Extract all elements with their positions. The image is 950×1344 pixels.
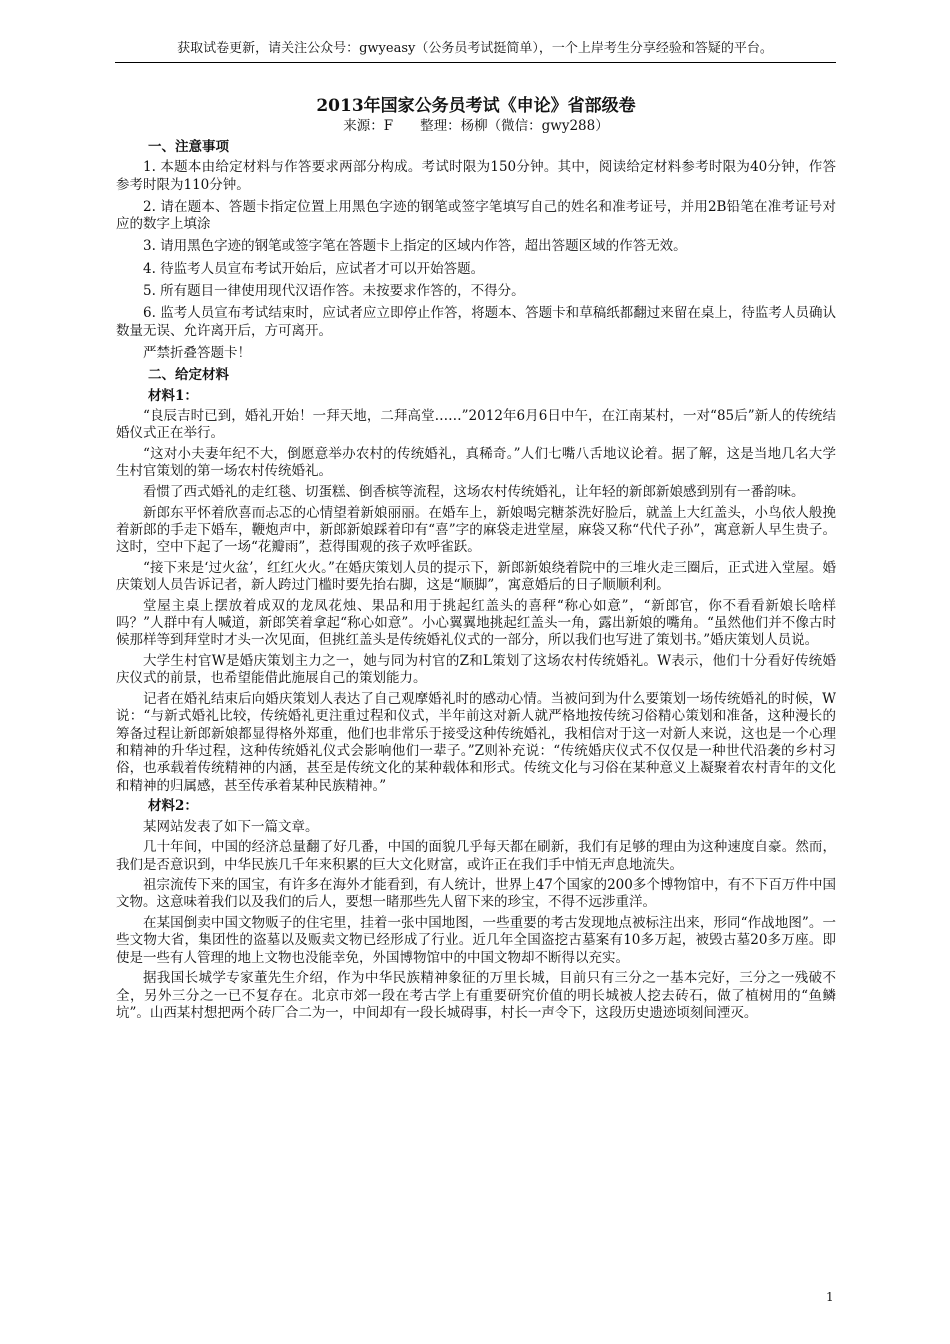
material-1-paragraph: 记者在婚礼结束后向婚庆策划人表达了自己观摩婚礼时的感动心情。当被问到为什么要策划一场传统婚礼的时候，W说：“与新式婚礼比较，传统婚礼更注重过程和仪式，半年前这对新人就严格地按传统习俗精心策划和准备，这种漫长的筹备过程让新郎新娘都显得格外郑重，他们也非常乐于接受这种传统婚礼，我相信对于这一对新人来说，这也是一个心理和精神的升华过程，这种传统婚礼仪式会影响他们一辈子。”Z则补充说：“传统婚庆仪式不仅仅是一种世代沿袭的乡村习俗，也承载着传统精神的内涵，甚至是传统文化的某种载体和形式。传统文化与习俗在某种意义上凝聚着农村青年的文化和精神的归属感，甚至传承着某种民族精神。” — [116, 691, 836, 794]
material-1-paragraph: 堂屋主桌上摆放着成双的龙凤花烛、果品和用于挑起红盖头的喜秤“称心如意”，“新郎官，你不看看新娘长啥样吗？”人群中有人喊道，新郎笑着拿起“称心如意”。小心翼翼地挑起红盖头一角，露出新娘的嘴角。“虽然他们并不像古时候那样等到拜堂时才头一次见面，但挑红盖头是传统婚礼仪式的一部分，所以我们也写进了策划书。”婚庆策划人员说。 — [116, 597, 836, 649]
material-1-paragraph: “接下来是‘过火盆’，红红火火。”在婚庆策划人员的提示下，新郎新娘绕着院中的三堆火走三圈后，正式进入堂屋。婚庆策划人员告诉记者，新人跨过门槛时要先抬右脚，这是“顺脚”，寓意婚后的日子顺顺利利。 — [116, 559, 836, 594]
document-source: 来源：F 整理：杨柳（微信：gwy288） — [343, 118, 609, 134]
material-2-label: 材料2： — [148, 798, 198, 815]
section-heading-materials: 二、给定材料 — [148, 367, 229, 384]
notes-list — [116, 159, 836, 362]
document-title: 2013年国家公务员考试《申论》省部级卷 — [316, 96, 636, 116]
material-1-paragraph: “良辰吉时已到，婚礼开始！一拜天地，二拜高堂……”2012年6月6日中午，在江南某村，一对“85后”新人的传统结婚仪式正在举行。 — [116, 407, 836, 442]
material-1-paragraph: 看惯了西式婚礼的走红毯、切蛋糕、倒香槟等流程，这场农村传统婚礼，让年轻的新郎新娘感到别有一番韵味。 — [143, 483, 805, 500]
material-2-paragraph: 几十年间，中国的经济总量翻了好几番，中国的面貌几乎每天都在刷新，我们有足够的理由为这种速度自豪。然而，我们是否意识到，中华民族几千年来积累的巨大文化财富，或许正在我们手中悄无声息地流失。 — [116, 839, 836, 873]
header-notice: 获取试卷更新，请关注公众号：gwyeasy（公务员考试挺简单），一个上岸考生分享经验和答疑的平台。 — [177, 41, 773, 56]
note-warning: 严禁折叠答题卡！ — [143, 344, 251, 361]
material-1-paragraph: 大学生村官W是婚庆策划主力之一，她与同为村官的Z和L策划了这场农村传统婚礼。W表示，他们十分看好传统婚庆仪式的前景，也希望能借此施展自己的策划能力。 — [116, 653, 836, 687]
material-1-label: 材料1： — [148, 387, 198, 404]
header-divider — [115, 62, 836, 63]
material-1-paragraph: 新郎东平怀着欣喜而忐忑的心情望着新娘丽丽。在婚车上，新娘喝完糖茶洗好脸后，就盖上大红盖头，小鸟依人般挽着新郎的手走下婚车，鞭炮声中，新郎新娘踩着印有“喜”字的麻袋走进堂屋，麻袋又称“代代子孙”，寓意新人早生贵子。这时，空中下起了一场“花瓣雨”，惹得围观的孩子欢呼雀跃。 — [116, 504, 836, 556]
page-number: 1 — [826, 1290, 834, 1304]
material-2-paragraph: 在某国倒卖中国文物贩子的住宅里，挂着一张中国地图，一些重要的考古发现地点被标注出来，形同“作战地图”。一些文物大省，集团性的盗墓以及贩卖文物已经形成了行业。近几年全国盗挖古墓案有10多万起，被毁古墓20多万座。即使是一些有人管理的地上文物也没能幸免，外国博物馆中的中国文物却不断得以充实。 — [116, 915, 836, 966]
document-body — [116, 95, 836, 1026]
material-1-paragraph: “这对小夫妻年纪不大，倒愿意举办农村的传统婚礼，真稀奇。”人们七嘴八舌地议论着。据了解，这是当地几名大学生村官策划的第一场农村传统婚礼。 — [116, 445, 836, 480]
note-item: 1. 本题本由给定材料与作答要求两部分构成。考试时限为150分钟。其中，阅读给定材料参考时限为40分钟，作答参考时限为110分钟。 — [116, 159, 836, 193]
note-item: 2. 请在题本、答题卡指定位置上用黑色字迹的钢笔或签字笔填写自己的姓名和准考证号，并用2B铅笔在准考证号对应的数字上填涂 — [116, 198, 836, 233]
material-2-paragraph: 据我国长城学专家董先生介绍，作为中华民族精神象征的万里长城，目前只有三分之一基本完好，三分之一残破不全，另外三分之一已不复存在。北京市郊一段在考古学上有重要研究价值的明长城被人挖去砖石，做了植树用的“鱼鳞坑”。山西某村想把两个砖厂合二为一，中间却有一段长城碍事，村长一声令下，这段历史遗迹顷刻间湮灭。 — [116, 970, 836, 1022]
material-2-paragraph: 某网站发表了如下一篇文章。 — [143, 818, 319, 835]
note-item: 6. 监考人员宣布考试结束时，应试者应立即停止作答，将题本、答题卡和草稿纸都翻过来留在桌上，待监考人员确认数量无误、允许离开后，方可离开。 — [116, 305, 836, 339]
note-item: 4. 待监考人员宣布考试开始后，应试者才可以开始答题。 — [143, 260, 485, 277]
note-item: 3. 请用黑色字迹的钢笔或签字笔在答题卡上指定的区域内作答，超出答题区域的作答无效。 — [143, 238, 687, 255]
section-heading-notes: 一、注意事项 — [148, 139, 229, 155]
note-item: 5. 所有题目一律使用现代汉语作答。未按要求作答的，不得分。 — [143, 283, 525, 300]
material-2-paragraph: 祖宗流传下来的国宝，有许多在海外才能看到，有人统计，世界上47个国家的200多个博物馆中，有不下百万件中国文物。这意味着我们以及我们的后人，要想一睹那些先人留下来的珍宝，不得不远涉重洋。 — [116, 877, 836, 911]
